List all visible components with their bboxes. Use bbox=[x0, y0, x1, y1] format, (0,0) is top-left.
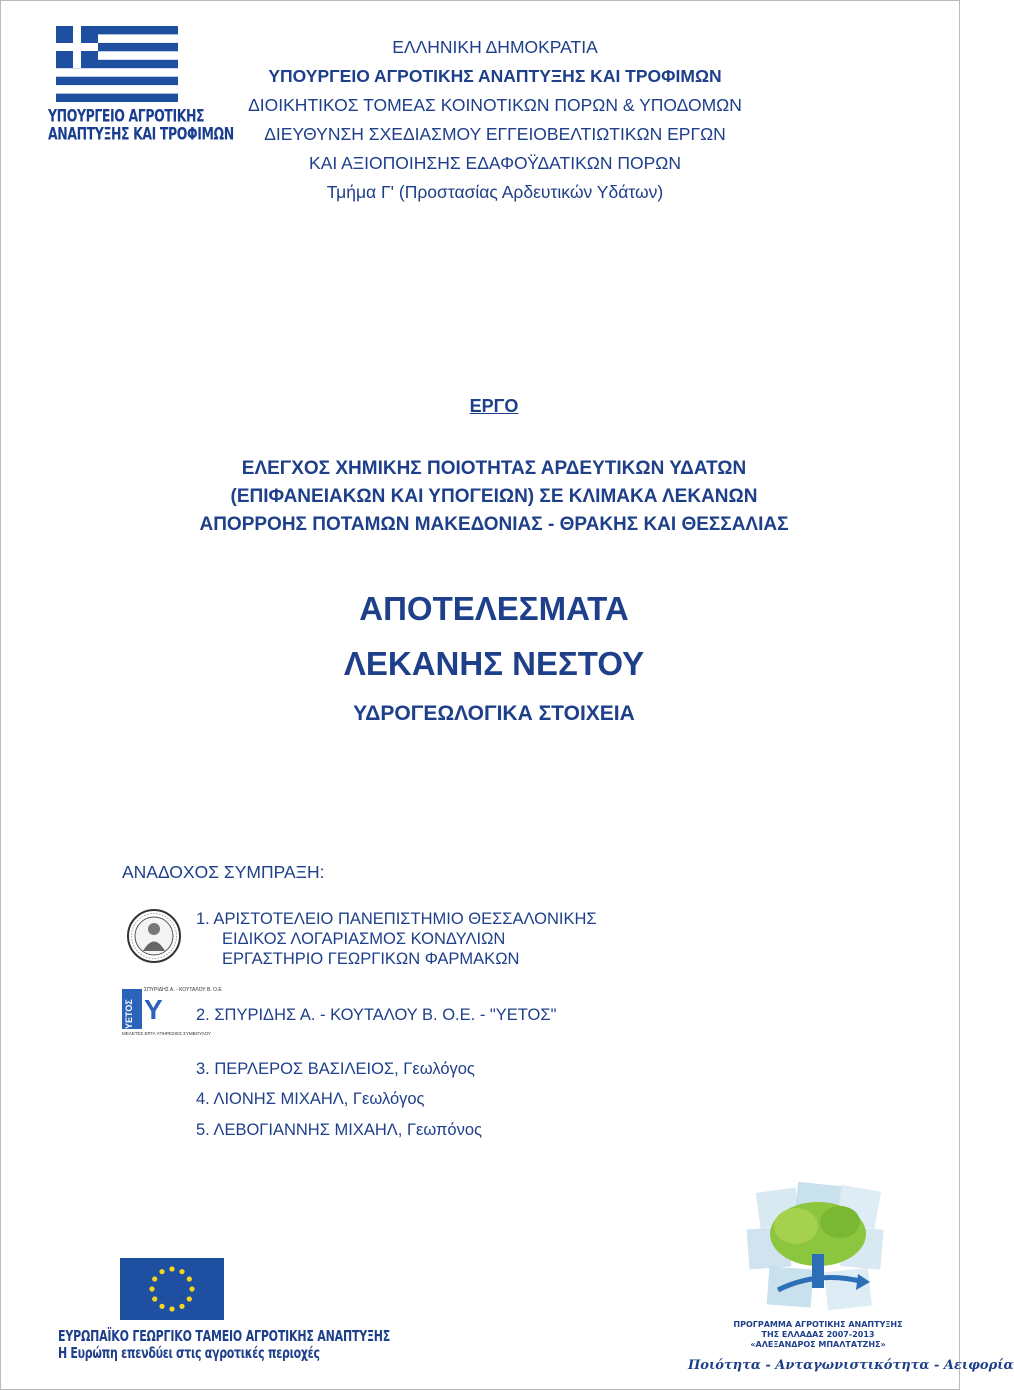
header-line: ΚΑΙ ΑΞΙΟΠΟΙΗΣΗΣ ΕΔΑΦΟΫΔΑΤΙΚΩΝ ΠΟΡΩΝ bbox=[309, 153, 681, 173]
university-seal-icon bbox=[126, 908, 182, 969]
consortium-member-5: 5. ΛΕΒΟΓΙΑΝΝΗΣ ΜΙΧΑΗΛ, Γεωπόνος bbox=[196, 1121, 482, 1139]
header-line: ΔΙΕΥΘΥΝΣΗ ΣΧΕΔΙΑΣΜΟΥ ΕΓΓΕΙΟΒΕΛΤΙΩΤΙΚΩΝ ΕΡΓΩΝ bbox=[264, 124, 726, 144]
project-title-line: (ΕΠΙΦΑΝΕΙΑΚΩΝ ΚΑΙ ΥΠΟΓΕΙΩΝ) ΣΕ ΚΛΙΜΑΚΑ ΛΕΚΑΝΩΝ bbox=[230, 486, 758, 507]
rdp-line2: ΤΗΣ ΕΛΛΑΔΑΣ 2007-2013 bbox=[761, 1330, 875, 1339]
consortium-member-1-dept: ΕΙΔΙΚΟΣ ΛΟΓΑΡΙΑΣΜΟΣ ΚΟΝΔΥΛΙΩΝ bbox=[222, 930, 506, 948]
ministry-logo-line2: ΑΝΑΠΤΥΞΗΣ ΚΑΙ ΤΡΟΦΙΜΩΝ bbox=[48, 123, 234, 144]
eu-fund-name: ΕΥΡΩΠΑΪΚΟ ΓΕΩΡΓΙΚΟ ΤΑΜΕΙΟ ΑΓΡΟΤΙΚΗΣ ΑΝΑΠΤΥΞΗΣ bbox=[58, 1327, 391, 1346]
results-heading: ΑΠΟΤΕΛΕΣΜΑΤΑ bbox=[359, 590, 629, 627]
rural-development-logo bbox=[688, 1182, 1014, 1382]
header-line: ΕΛΛΗΝΙΚΗ ΔΗΜΟΚΡΑΤΙΑ bbox=[392, 37, 598, 57]
project-label: ΕΡΓΟ bbox=[469, 396, 519, 416]
consortium-member-2: 2. ΣΠΥΡΙΔΗΣ Α. - ΚΟΥΤΑΛΟΥ Β. Ο.Ε. - "ΥΕΤΟΣ" bbox=[196, 1006, 557, 1024]
basin-heading: ΛΕΚΑΝΗΣ ΝΕΣΤΟΥ bbox=[343, 645, 645, 682]
project-title-line: ΑΠΟΡΡΟΗΣ ΠΟΤΑΜΩΝ ΜΑΚΕΔΟΝΙΑΣ - ΘΡΑΚΗΣ ΚΑΙ ΘΕΣΣΑΛΙΑΣ bbox=[199, 514, 789, 535]
rdp-slogan: Ποιότητα - Ανταγωνιστικότητα - Αειφορία bbox=[688, 1358, 1014, 1373]
tree-puzzle-icon bbox=[738, 1182, 938, 1312]
rdp-line1: ΠΡΟΓΡΑΜΜΑ ΑΓΡΟΤΙΚΗΣ ΑΝΑΠΤΥΞΗΣ bbox=[733, 1320, 903, 1329]
yetos-top-text: ΣΠΥΡΙΔΗΣ Α. - ΚΟΥΤΑΛΟΥ Β. Ο.Ε bbox=[144, 987, 222, 993]
consortium-member-1: 1. ΑΡΙΣΤΟΤΕΛΕΙΟ ΠΑΝΕΠΙΣΤΗΜΙΟ ΘΕΣΣΑΛΟΝΙΚΗΣ bbox=[196, 910, 597, 928]
consortium-member-1-lab: ΕΡΓΑΣΤΗΡΙΟ ΓΕΩΡΓΙΚΩΝ ΦΑΡΜΑΚΩΝ bbox=[222, 950, 520, 968]
header-line: ΔΙΟΙΚΗΤΙΚΟΣ ΤΟΜΕΑΣ ΚΟΙΝΟΤΙΚΩΝ ΠΟΡΩΝ & ΥΠΟΔΟΜΩΝ bbox=[248, 95, 742, 115]
eu-fund-tagline: Η Ευρώπη επενδύει στις αγροτικές περιοχές bbox=[58, 1344, 320, 1363]
ministry-logo-line1: ΥΠΟΥΡΓΕΙΟ ΑΓΡΟΤΙΚΗΣ bbox=[48, 105, 205, 126]
eu-fund-logo bbox=[58, 1258, 391, 1366]
yetos-logo bbox=[122, 985, 222, 1041]
rdp-line3: «ΑΛΕΞΑΝΔΡΟΣ ΜΠΑΛΤΑΤΖΗΣ» bbox=[750, 1340, 886, 1349]
eu-flag-icon bbox=[120, 1258, 224, 1320]
consortium-label: ΑΝΑΔΟΧΟΣ ΣΥΜΠΡΑΞΗ: bbox=[122, 862, 325, 882]
project-title-line: ΕΛΕΓΧΟΣ ΧΗΜΙΚΗΣ ΠΟΙΟΤΗΤΑΣ ΑΡΔΕΥΤΙΚΩΝ ΥΔΑΤΩΝ bbox=[241, 458, 747, 479]
consortium-member-4: 4. ΛΙΟΝΗΣ ΜΙΧΑΗΛ, Γεωλόγος bbox=[196, 1090, 425, 1108]
header-line: Τμήμα Γ' (Προστασίας Αρδευτικών Υδάτων) bbox=[326, 182, 664, 202]
ministry-logo bbox=[48, 26, 234, 144]
document-subtitle: ΥΔΡΟΓΕΩΛΟΓΙΚΑ ΣΤΟΙΧΕΙΑ bbox=[353, 702, 635, 725]
yetos-vertical-text: ΥΕΤΟΣ bbox=[124, 999, 134, 1029]
consortium-member-3: 3. ΠΕΡΛΕΡΟΣ ΒΑΣΙΛΕΙΟΣ, Γεωλόγος bbox=[196, 1060, 475, 1078]
greek-flag-icon bbox=[56, 26, 178, 102]
yetos-letter: Y bbox=[144, 994, 163, 1025]
yetos-bottom-text: ΜΕΛΕΤΕΣ ΕΡΓΑ ΥΠΗΡΕΣΙΕΣ ΣΥΜΒΟΥΛΟΥ bbox=[122, 1031, 211, 1036]
header-line: ΥΠΟΥΡΓΕΙΟ ΑΓΡΟΤΙΚΗΣ ΑΝΑΠΤΥΞΗΣ ΚΑΙ ΤΡΟΦΙΜΩΝ bbox=[268, 66, 722, 86]
